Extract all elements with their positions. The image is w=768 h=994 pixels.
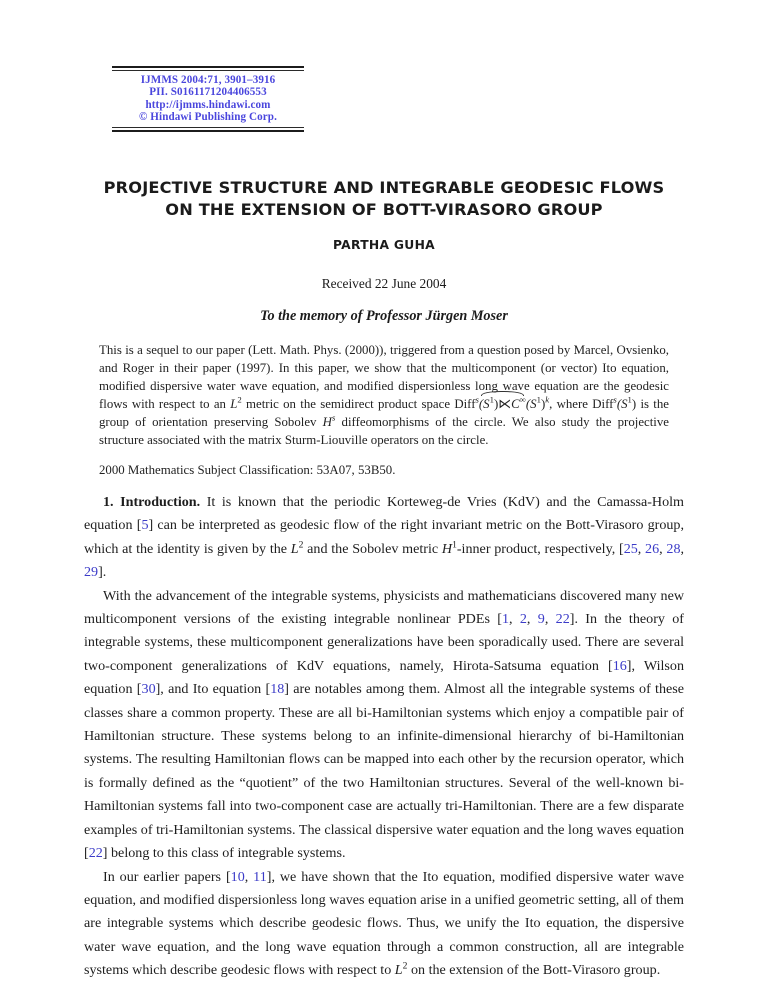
citation-link[interactable]: 22 bbox=[88, 845, 103, 862]
p1-text-b: ] can be interpreted as geodesic flow of the right invariant metric on the Bott-Virasoro group, which at the identity is given by the bbox=[84, 517, 684, 557]
math-diff-symbol-2: Diff bbox=[592, 397, 614, 412]
math-H-exponent-p1: 1 bbox=[452, 539, 457, 551]
p2-text-a: With the advancement of the integrable systems, physicists and mathematicians discovered many new multicomponent versions of the existing integrable nonlinear PDEs [ bbox=[84, 587, 684, 628]
math-L-symbol-p3: L bbox=[394, 962, 403, 979]
p2-text-i: ] belong to this class of integrable systems. bbox=[102, 845, 346, 862]
math-diff-exponent: s bbox=[475, 394, 479, 405]
abstract-paragraph bbox=[99, 341, 669, 449]
journal-rule-bottom bbox=[112, 127, 304, 132]
abstract-text-part-1: This is a sequel to our paper (Lett. Math. Phys. (2000)), triggered from a question posed by Marcel, Ovsienko, and Roger in their paper (1997). In this paper, we show that the multicomponent (or vector) Ito equation, modified dispersive water wave equation, and modified dispersionless long wave equation are the geodesic flows with respect to an bbox=[99, 343, 669, 412]
math-C-exponent: ∞ bbox=[519, 394, 526, 405]
p2-text-h: ] are notables among them. Almost all the integrable systems of these classes share a common property. These are all bi-Hamiltonian systems which enjoy a compatible pair of Hamiltonian structure. These systems belong to an infinite-dimensional hierarchy of bi-Hamiltonian systems. The resulting Hamiltonian flows can be mapped into each other by the recursion operator, which is formally defined as the “quotient” of the two Hamiltonian structures. Several of the well-known bi-Hamiltonian systems fall into two-component case are actually tri-Hamiltonian. There are a few disparate examples of tri-Hamiltonian systems. The classical dispersive water equation and the long waves equation [ bbox=[84, 681, 685, 862]
citation-link[interactable]: 1 bbox=[501, 611, 509, 628]
math-diff-exponent-2: s bbox=[613, 394, 617, 405]
citation-link[interactable]: 5 bbox=[141, 517, 149, 534]
p1-text-h: ]. bbox=[98, 564, 107, 581]
math-circle-close-a: ) bbox=[493, 397, 499, 412]
math-H-exponent: s bbox=[331, 412, 336, 423]
dedication-line: To the memory of Professor Jürgen Moser bbox=[260, 308, 508, 324]
journal-url-line[interactable]: http://ijmms.hindawi.com bbox=[145, 98, 271, 111]
math-L-exponent-p3: 2 bbox=[402, 960, 408, 972]
p3-text-a: In our earlier papers [ bbox=[103, 868, 231, 885]
p2-text-c: , bbox=[526, 611, 538, 628]
math-k-exponent: k bbox=[545, 394, 550, 405]
p3-text-b: , bbox=[244, 868, 254, 885]
p2-text-g: ], and Ito equation [ bbox=[155, 681, 271, 698]
math-circle-close-c: ) bbox=[631, 397, 637, 412]
title-line-2: ON THE EXTENSION OF BOTT-VIRASORO GROUP bbox=[165, 200, 603, 220]
citation-link[interactable]: 22 bbox=[555, 611, 570, 628]
math-L-symbol: L bbox=[230, 397, 238, 412]
p1-text-g: , bbox=[680, 540, 685, 557]
citation-link[interactable]: 9 bbox=[537, 611, 545, 628]
abstract-text-part-4: is the group of orientation preserving Sobolev bbox=[99, 397, 669, 430]
paragraph-multicomponent bbox=[84, 585, 684, 866]
math-L-exponent-p1: 2 bbox=[298, 539, 304, 551]
paragraph-earlier-papers bbox=[84, 866, 684, 983]
journal-rule-top bbox=[112, 66, 304, 71]
citation-link[interactable]: 2 bbox=[519, 611, 527, 628]
abstract-text-part-2: metric on the semidirect product space bbox=[241, 397, 455, 412]
math-circle-exponent-a: 1 bbox=[489, 394, 494, 405]
math-C-symbol: C bbox=[511, 397, 520, 412]
citation-link[interactable]: 25 bbox=[623, 540, 638, 557]
math-circle-close-b: ) bbox=[540, 397, 546, 412]
introduction-paragraph bbox=[84, 491, 684, 585]
section-heading-introduction: 1. Introduction. bbox=[103, 494, 201, 510]
journal-issue-line: IJMMS 2004:71, 3901–3916 bbox=[140, 74, 276, 86]
abstract-section bbox=[99, 341, 669, 479]
received-date: Received 22 June 2004 bbox=[321, 276, 447, 291]
p3-text-c: ], we have shown that the Ito equation, modified dispersive water wave equation, and modified dispersionless long waves equation arise in a unified geometric setting, all of them are integrable systems which describe geodesic flows. Thus, we unify the Ito equation, the dispersive water wave equation, and the long wave equation through a common construction, all are integrable systems which describe geodesic flows with respect to bbox=[84, 868, 684, 979]
p1-text-c: and the Sobolev metric bbox=[303, 540, 442, 557]
math-circle-open-b: (S bbox=[525, 397, 537, 412]
journal-pii-line: PII. S0161171204406553 bbox=[149, 86, 267, 99]
citation-link[interactable]: 29 bbox=[84, 564, 99, 581]
citation-link[interactable]: 18 bbox=[270, 681, 285, 698]
p1-text-a: It is known that the periodic Korteweg-de Vries (KdV) and the Camassa-Holm equation [ bbox=[84, 494, 685, 534]
p2-text-b: , bbox=[509, 611, 520, 628]
body-content bbox=[84, 491, 684, 983]
p1-text-d: -inner product, respectively, [ bbox=[456, 540, 624, 557]
journal-stamp-block bbox=[112, 66, 304, 132]
msc-classification: 2000 Mathematics Subject Classification: 53A07, 53B50. bbox=[99, 463, 396, 478]
p1-text-e: , bbox=[637, 540, 646, 557]
math-H-symbol: H bbox=[322, 415, 332, 430]
citation-link[interactable]: 10 bbox=[230, 868, 245, 885]
journal-copyright-line: © Hindawi Publishing Corp. bbox=[139, 111, 277, 124]
math-circle-open: (S bbox=[478, 397, 490, 412]
math-circle-open-c: (S bbox=[616, 397, 628, 412]
citation-link[interactable]: 28 bbox=[666, 540, 681, 557]
math-semidirect-product-symbol: ⋉ bbox=[498, 397, 512, 412]
p2-text-e: ]. In the theory of integrable systems, these multicomponent generalizations have been sporadically used. There are several two-component generalizations of KdV equations, namely, Hirota-Satsuma equation [ bbox=[84, 611, 685, 674]
citation-link[interactable]: 16 bbox=[612, 657, 627, 674]
citation-link[interactable]: 11 bbox=[253, 868, 267, 885]
math-diff-symbol: Diff bbox=[454, 397, 476, 412]
title-line-1: PROJECTIVE STRUCTURE AND INTEGRABLE GEODESIC FLOWS bbox=[103, 177, 665, 197]
citation-link[interactable]: 30 bbox=[141, 681, 156, 698]
math-circle-exponent-c: 1 bbox=[627, 394, 632, 405]
p2-text-d: , bbox=[544, 611, 556, 628]
author-name: PARTHA GUHA bbox=[333, 238, 435, 252]
p1-text-f: , bbox=[659, 540, 667, 557]
math-H-symbol-p1: H bbox=[441, 540, 453, 557]
math-L-exponent: 2 bbox=[237, 394, 242, 405]
citation-link[interactable]: 26 bbox=[645, 540, 660, 557]
math-circle-exponent-b: 1 bbox=[536, 394, 541, 405]
p2-text-f: ], Wilson equation [ bbox=[84, 657, 684, 698]
abstract-text-part-5: diffeomorphisms of the circle. We also study the projective structure associated with the matrix Sturm-Liouville operators on the circle. bbox=[99, 415, 669, 448]
p3-text-d: on the extension of the Bott-Virasoro group. bbox=[407, 962, 661, 979]
page-title bbox=[84, 177, 684, 222]
abstract-text-part-3: , where bbox=[549, 397, 593, 412]
math-L-symbol-p1: L bbox=[290, 540, 299, 557]
math-overbrace-group bbox=[479, 395, 526, 413]
